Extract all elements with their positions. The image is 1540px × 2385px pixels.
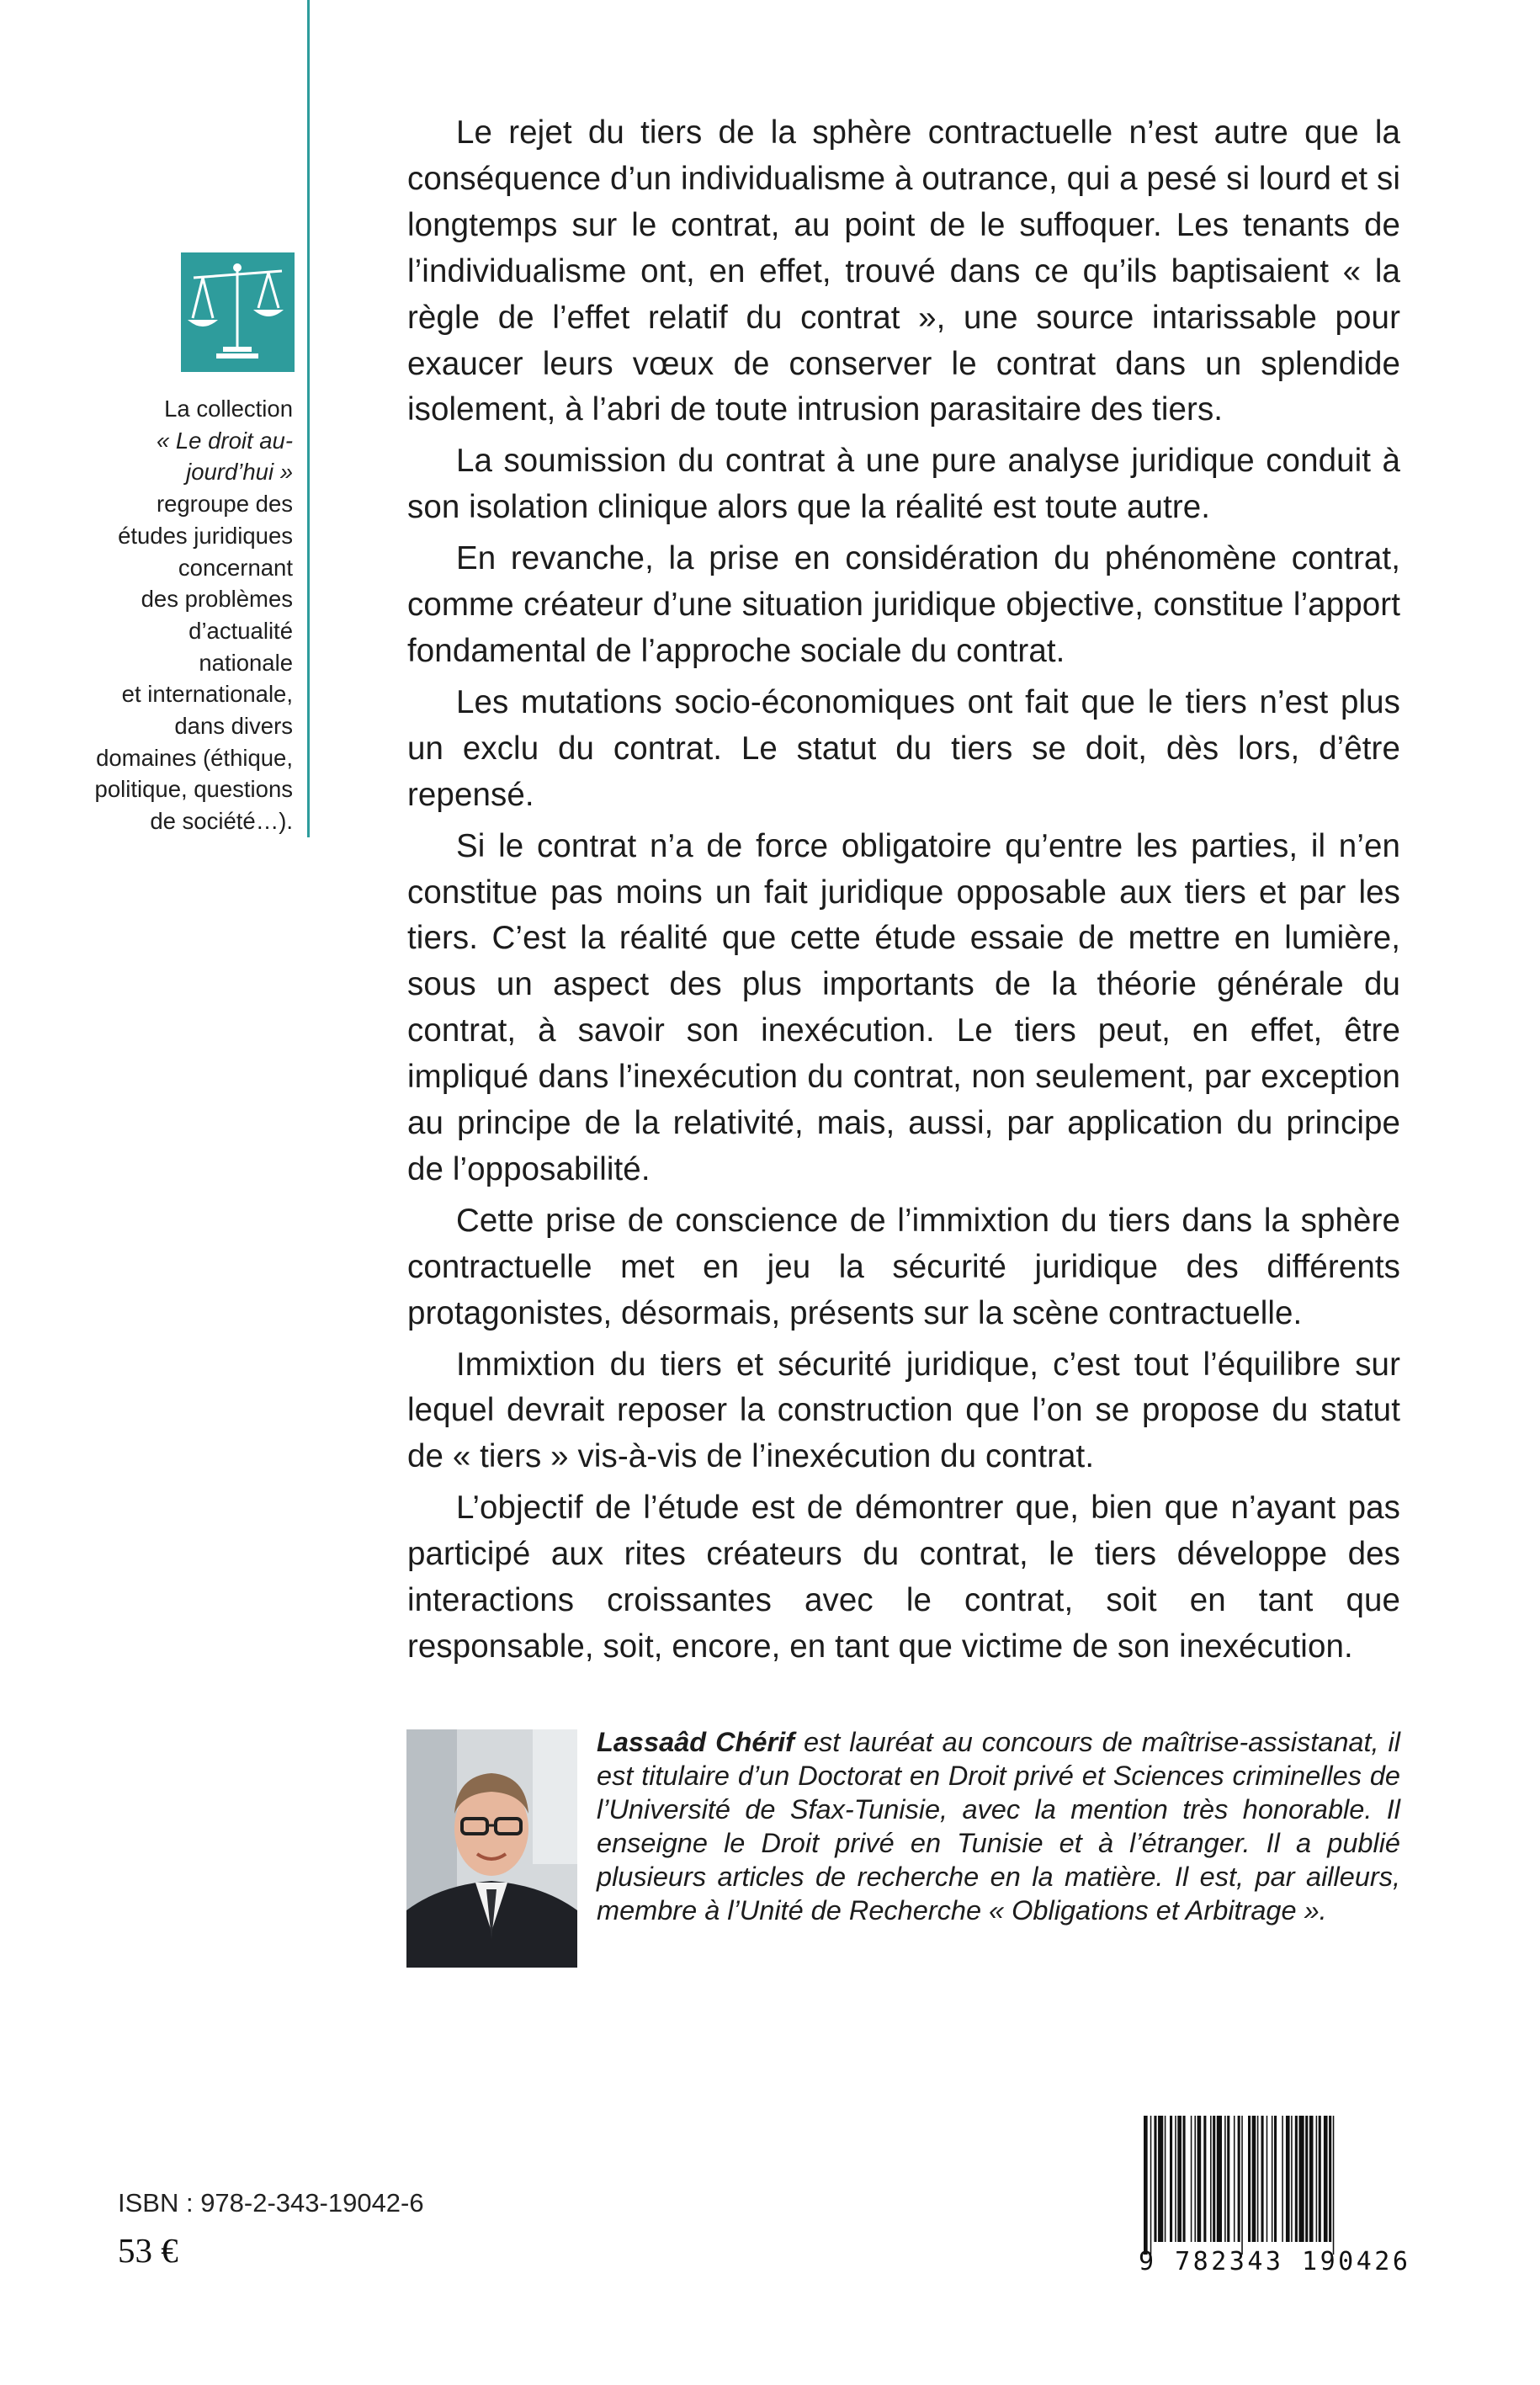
collection-line: études juridiques xyxy=(118,522,293,549)
author-photo xyxy=(406,1729,577,1968)
collection-line: La collection xyxy=(164,396,293,422)
isbn: ISBN : 978-2-343-19042-6 xyxy=(118,2188,424,2218)
book-summary xyxy=(407,110,1400,1676)
summary-paragraph: La soumission du contrat à une pure analyse juridique conduit à son isolation clinique alors que la réalité est toute autre. xyxy=(407,443,1400,526)
collection-line: domaines (éthique, xyxy=(96,744,293,771)
collection-line: « Le droit au- xyxy=(156,427,293,454)
summary-paragraph: Cette prise de conscience de l’immixtion du tiers dans la sphère contractuelle met en jeu la sécurité juridique des différents protagonistes, désormais, présents sur la scène contractuelle. xyxy=(407,1202,1400,1331)
summary-paragraph: Le rejet du tiers de la sphère contractuelle n’est autre que la conséquence d’un individualisme à outrance, qui a pesé si lourd et si longtemps sur le contrat, au point de le suffoquer. Les tenants de l’individualisme ont, en effet, trouvé dans ce qu’ils baptisaient « la règle de l’effet relatif du contrat », une source intarissable pour exaucer leurs vœux de conserver le contrat dans un splendide isolement, à l’abri de toute intrusion parasitaire des tiers. xyxy=(407,114,1400,428)
collection-logo xyxy=(181,252,295,372)
author-bio-text: est lauréat au concours de maîtrise-assistanat, il est titulaire d’un Doctorat en Droit privé et Sciences criminelles de l’Université de Sfax-Tunisie, avec la mention très honorable. Il enseigne le Droit privé en Tunisie et à l’étranger. Il a publié plusieurs articles de recherche en la matière. Il est, par ailleurs, membre à l’Unité de Recherche « Obligations et Arbitrage ». xyxy=(597,1727,1400,1926)
accent-vertical-rule xyxy=(307,0,310,837)
summary-paragraph: En revanche, la prise en considération du phénomène contrat, comme créateur d’une situation juridique objective, constitue l’apport fondamental de l’approche sociale du contrat. xyxy=(407,540,1400,669)
price: 53 € xyxy=(118,2231,178,2270)
collection-line: politique, questions xyxy=(94,776,293,803)
collection-line: concernant xyxy=(178,554,293,581)
collection-line: regroupe des xyxy=(156,491,293,518)
collection-line: des problèmes xyxy=(141,586,293,613)
author-bio xyxy=(597,1725,1400,1927)
summary-paragraph: L’objectif de l’étude est de démontrer que, bien que n’ayant pas participé aux rites créateurs du contrat, le tiers développe des interactions croissantes avec le contrat, soit en tant que responsable, soit, encore, en tant que victime de son inexécution. xyxy=(407,1490,1400,1665)
summary-paragraph: Si le contrat n’a de force obligatoire qu’entre les parties, il n’en constitue pas moins un fait juridique opposable aux tiers et par les tiers. C’est la réalité que cette étude essaie de mettre en lumière, sous un aspect des plus importants de la théorie générale du contrat, à savoir son inexécution. Le tiers peut, en effet, être impliqué dans l’inexécution du contrat, non seulement, par exception au principe de la relativité, mais, aussi, par application du principe de l’opposabilité. xyxy=(407,827,1400,1187)
collection-description xyxy=(34,393,293,837)
barcode-digits: 9 782343 190426 xyxy=(1139,2247,1411,2276)
collection-line: jourd’hui » xyxy=(186,459,293,486)
collection-line: d’actualité xyxy=(189,617,293,644)
barcode xyxy=(1139,2112,1411,2289)
scales-of-justice-icon xyxy=(181,252,295,372)
collection-line: dans divers xyxy=(174,713,293,740)
summary-paragraph: Les mutations socio-économiques ont fait que le tiers n’est plus un exclu du contrat. Le statut du tiers se doit, dès lors, d’être repensé. xyxy=(407,683,1400,813)
author-name: Lassaâd Chérif xyxy=(597,1727,794,1757)
collection-line: de société…). xyxy=(150,808,293,835)
summary-paragraph: Immixtion du tiers et sécurité juridique, c’est tout l’équilibre sur lequel devrait reposer la construction que l’on se propose du statut de « tiers » vis-à-vis de l’inexécution du contrat. xyxy=(407,1346,1400,1475)
barcode-bars xyxy=(1139,2116,1401,2255)
collection-line: et internationale, xyxy=(121,681,293,708)
collection-line: nationale xyxy=(199,649,293,676)
